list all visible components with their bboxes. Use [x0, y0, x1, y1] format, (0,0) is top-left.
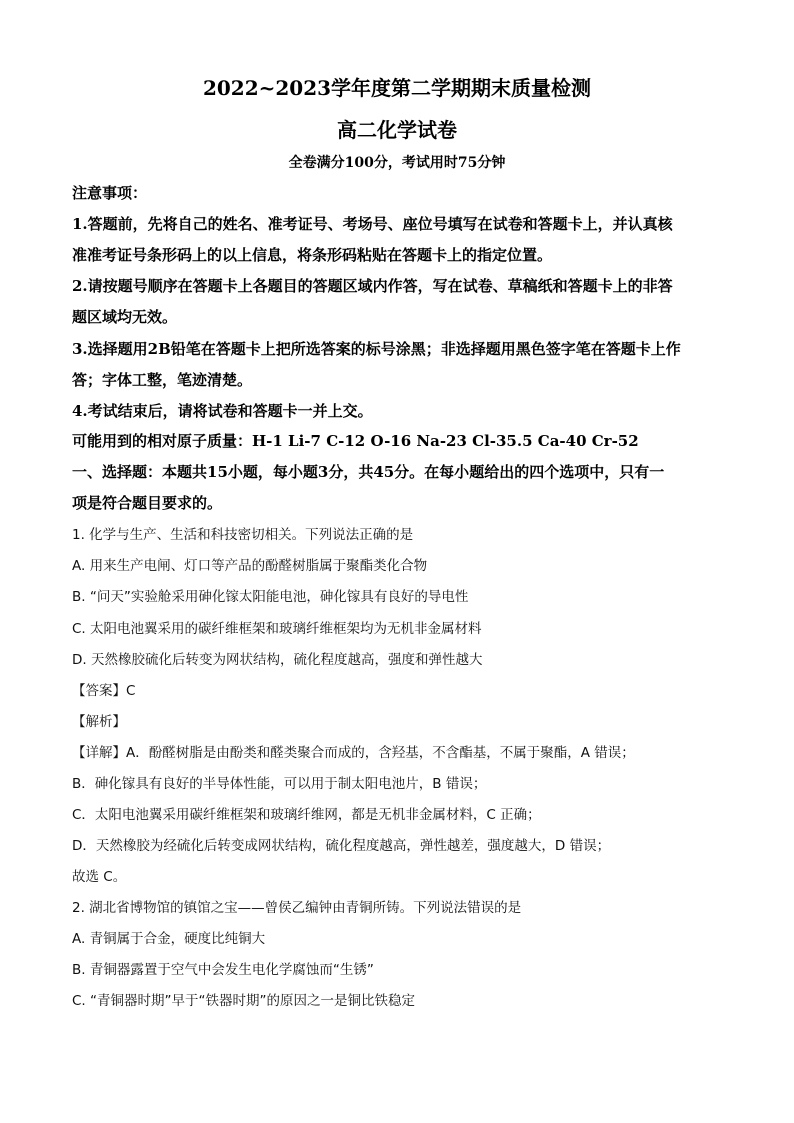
note-line: 3.选择题用2B铅笔在答题卡上把所选答案的标号涂黑；非选择题用黑色签字笔在答题卡上作: [72, 340, 681, 358]
note-line: 准准考证号条形码上的以上信息，将条形码粘贴在答题卡上的指定位置。: [72, 246, 553, 264]
question-1-detail: B．砷化镓具有良好的半导体性能，可以用于制太阳电池片，B 错误；: [72, 776, 487, 792]
note-line: 4.考试结束后，请将试卷和答题卡一并上交。: [72, 402, 373, 420]
question-2-option-b: B. 青铜器露置于空气中会发生电化学腐蚀而“生锈”: [72, 962, 374, 978]
question-1-option-d: D. 天然橡胶硫化后转变为网状结构，硫化程度越高，强度和弹性越大: [72, 652, 483, 668]
question-1-stem: 1. 化学与生产、生活和科技密切相关。下列说法正确的是: [72, 527, 414, 543]
exam-title: 2022~2023学年度第二学期期末质量检测: [202, 76, 592, 100]
question-1-answer: 【答案】C: [72, 683, 136, 699]
exam-subject: 高二化学试卷: [337, 118, 457, 142]
atomic-masses: 可能用到的相对原子质量：H-1 Li-7 C-12 O-16 Na-23 Cl-35.5 Ca-40 Cr-52: [72, 432, 639, 450]
note-line: 1.答题前，先将自己的姓名、准考证号、考场号、座位号填写在试卷和答题卡上，并认真核: [72, 215, 673, 233]
question-2-option-c: C. “青铜器时期”早于“铁器时期”的原因之一是铜比铁稳定: [72, 993, 415, 1009]
question-1-option-b: B. “问天”实验舱采用砷化镓太阳能电池，砷化镓具有良好的导电性: [72, 589, 469, 605]
question-2-stem: 2. 湖北省博物馆的镇馆之宝——曾侯乙编钟由青铜所铸。下列说法错误的是: [72, 900, 522, 916]
question-1-option-a: A. 用来生产电闸、灯口等产品的酚醛树脂属于聚酯类化合物: [72, 558, 428, 574]
exam-info: 全卷满分100分，考试用时75分钟: [288, 155, 506, 171]
question-1-option-c: C. 太阳电池翼采用的碳纤维框架和玻璃纤维框架均为无机非金属材料: [72, 621, 482, 637]
question-1-detail: C．太阳电池翼采用碳纤维框架和玻璃纤维网，都是无机非金属材料，C 正确；: [72, 807, 541, 823]
notes-heading: 注意事项：: [72, 184, 148, 202]
note-line: 答；字体工整，笔迹清楚。: [72, 371, 253, 389]
section-heading-cont: 项是符合题目要求的。: [72, 494, 223, 512]
question-1-conclusion: 故选 C。: [72, 869, 127, 885]
question-1-detail: 【详解】A．酚醛树脂是由酚类和醛类聚合而成的，含羟基，不含酯基，不属于聚酯，A 错误；: [72, 745, 635, 761]
note-line: 2.请按题号顺序在答题卡上各题目的答题区域内作答，写在试卷、草稿纸和答题卡上的非答: [72, 277, 673, 295]
question-1-analysis-label: 【解析】: [72, 714, 126, 730]
question-1-detail: D．天然橡胶为经硫化后转变成网状结构，硫化程度越高，弹性越差，强度越大，D 错误；: [72, 838, 611, 854]
question-2-option-a: A. 青铜属于合金，硬度比纯铜大: [72, 931, 266, 947]
section-heading: 一、选择题：本题共15小题，每小题3分，共45分。在每小题给出的四个选项中，只有一: [72, 463, 665, 481]
note-line: 题区域均无效。: [72, 308, 178, 326]
